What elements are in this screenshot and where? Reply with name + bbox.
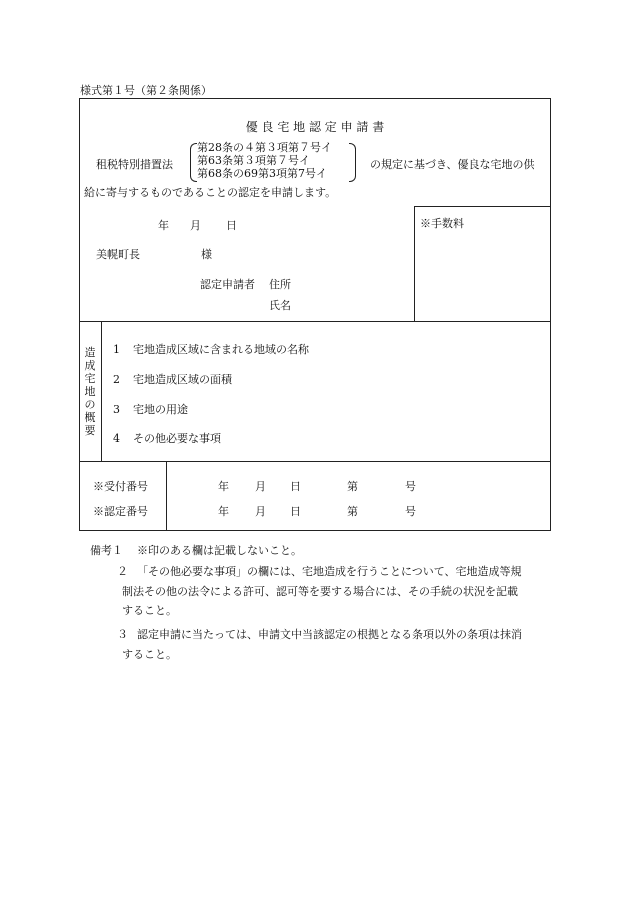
applicant-label: 認定申請者 [200, 278, 255, 291]
statement-line2: 給に寄与するものであることの認定を申請します。 [84, 186, 337, 199]
overview-item: 4 その他必要な事項 [113, 432, 221, 445]
article-item: 第68条の69第3項第7号イ [197, 167, 327, 180]
note-3-number: ３ [117, 628, 128, 641]
article-item: 第63条第３項第７号イ [197, 154, 310, 167]
registry-dai: 第 [347, 505, 358, 518]
note-2-number: ２ [117, 565, 128, 578]
overview-label: 造 成 宅 地 の 概 要 [84, 346, 96, 437]
note-2-cont: 制法その他の法令による許可、認可等を要する場合には、その手続の状況を記載 すること。 [122, 585, 518, 617]
registry-year: 年 [218, 480, 229, 493]
form-label: 様式第１号（第２条関係） [80, 84, 212, 97]
registry-day: 日 [290, 480, 301, 493]
registry-label: ※受付番号 [93, 480, 148, 493]
name-label: 氏名 [269, 299, 291, 312]
registry-month: 月 [255, 480, 266, 493]
date-month: 月 [190, 219, 201, 232]
registry-year: 年 [218, 505, 229, 518]
statement-tail: の規定に基づき、優良な宅地の供 [370, 158, 535, 171]
honorific: 様 [201, 248, 212, 261]
article-item: 第28条の４第３項第７号イ [197, 141, 332, 154]
note-1: ※印のある欄は記載しないこと。 [137, 544, 302, 557]
notes-heading: 備考１ [90, 544, 123, 557]
overview-item: 3 宅地の用途 [113, 403, 188, 416]
fee-label: ※手数料 [420, 217, 464, 230]
addressee: 美幌町長 [96, 248, 140, 261]
form-title: 優 良 宅 地 認 定 申 請 書 [245, 120, 385, 134]
overview-item: 1 宅地造成区域に含まれる地域の名称 [113, 343, 309, 356]
note-3-cont: すること。 [122, 648, 177, 661]
registry-label: ※認定番号 [93, 505, 148, 518]
registry-dai: 第 [347, 480, 358, 493]
registry-day: 日 [290, 505, 301, 518]
article-list [197, 141, 332, 180]
address-label: 住所 [269, 278, 291, 291]
registry-go: 号 [405, 480, 416, 493]
note-2: 「その他必要な事項」の欄には、宅地造成を行うことについて、宅地造成等規 [137, 565, 522, 578]
note-3: 認定申請に当たっては、申請文中当該認定の根拠となる条項以外の条項は抹消 [137, 628, 522, 641]
law-name: 租税特別措置法 [96, 158, 173, 171]
right-bracket [349, 143, 356, 182]
overview-item: 2 宅地造成区域の面積 [113, 373, 232, 386]
left-bracket [190, 143, 197, 182]
registry-go: 号 [405, 505, 416, 518]
date-day: 日 [226, 219, 237, 232]
registry-month: 月 [255, 505, 266, 518]
date-year: 年 [158, 219, 169, 232]
